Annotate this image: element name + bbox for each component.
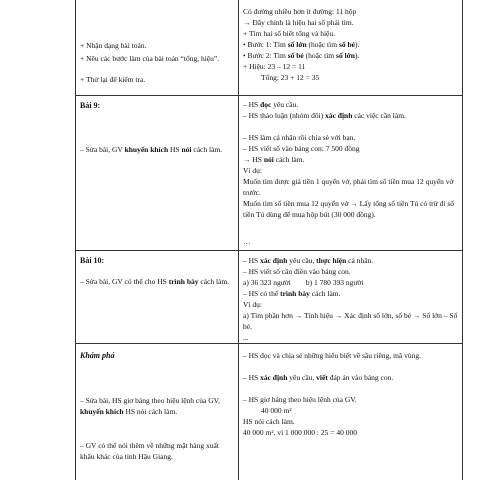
bai10-line: a) 36 323 người b) 1 780 393 người xyxy=(243,278,364,287)
row-divider-2 xyxy=(75,250,463,251)
bai9-line: Ví dụ: xyxy=(243,166,262,175)
right-line: • Bước 2: Tìm số bé (hoặc tìm số lớn). xyxy=(243,51,360,60)
column-divider xyxy=(238,0,239,480)
right-line: → Đây chính là hiệu hai số phải tìm. xyxy=(243,18,354,27)
bai9-line: Muốn tìm số tiền mua 12 quyển vở → Lấy tổng số tiền Tú có trừ đi số tiền Tú dùng để mua hộp bút (30 000 đồng). xyxy=(243,199,454,219)
bai9-line: – HS đọc yêu cầu. xyxy=(243,100,299,109)
right-line: + Hiệu: 23 – 12 = 11 xyxy=(243,62,306,71)
khampha-line: – HS đọc và chia sẻ những hiểu biết về sầu riêng, mã vùng. xyxy=(243,351,421,360)
khampha-line: HS nói cách làm. xyxy=(243,417,295,426)
khampha-line: 40 000 m², vì 1 000 000 : 25 = 40 000 xyxy=(243,428,357,437)
bai10-line: ... xyxy=(243,333,249,342)
row-divider-3 xyxy=(75,343,463,344)
bai9-line: → HS nói cách làm. xyxy=(243,155,305,164)
bai9-line: Muốn tìm được giá tiền 1 quyển vở, phải tìm số tiền mua 12 quyển vở trước. xyxy=(243,177,454,197)
bai9-line: … xyxy=(243,237,251,246)
bai10-title: Bài 10: xyxy=(80,256,105,265)
bai10-line: – HS có thể trình bày cách làm. xyxy=(243,289,341,298)
khampha-line: – HS giơ bảng theo hiệu lệnh của GV. xyxy=(243,395,357,404)
bai10-line: a) Tìm phần hơn → Tính hiệu → Xác định số lớn, số bé → Số lớn – Số bé. xyxy=(243,311,458,331)
left-item-1: + Nhận dạng bài toán. xyxy=(80,41,147,50)
bai10-line: – HS xác định yêu cầu, thực hiện cá nhân. xyxy=(243,256,374,265)
bai10-line: – HS viết số cần điền vào bảng con. xyxy=(243,267,351,276)
bai10-line: Ví dụ: xyxy=(243,300,262,309)
bai10-instruction: – Sửa bài, GV có thể cho HS trình bày cách làm. xyxy=(80,277,230,286)
bai9-line: – HS làm cá nhân rồi chia sẻ với bạn. xyxy=(243,133,356,142)
row-divider-1 xyxy=(75,95,463,96)
khampha-line: 40 000 m² xyxy=(261,406,292,415)
khampha-line: – HS xác định yêu cầu, viết đáp án vào bảng con. xyxy=(243,373,394,382)
khampha-instruction-2: – GV có thể nói thêm về những mặt hàng xuất khẩu khác của tỉnh Hậu Giang. xyxy=(80,441,219,461)
khampha-title: Khám phá xyxy=(80,351,115,360)
right-line: • Bước 1: Tìm số lớn (hoặc tìm số bé). xyxy=(243,40,360,49)
bai9-instruction: – Sửa bài, GV khuyến khích HS nói cách làm. xyxy=(80,145,223,154)
khampha-instruction-1: – Sửa bài, HS giơ bảng theo hiệu lệnh của GV, khuyến khích HS nói cách làm. xyxy=(80,396,220,416)
left-item-3: + Thử lại để kiểm tra. xyxy=(80,75,146,84)
bai9-title: Bài 9: xyxy=(80,101,101,110)
left-item-2: + Nêu các bước làm của bài toán “tổng, hiệu”. xyxy=(80,54,220,63)
right-line: Tổng: 23 + 12 = 35 xyxy=(261,73,320,82)
right-line: + Tìm hai số biết tổng và hiệu. xyxy=(243,29,335,38)
bai9-line: – HS thảo luận (nhóm đôi) xác định các việc cần làm. xyxy=(243,111,406,120)
right-line: Có đường nhiều hơn ít đường: 11 hộp xyxy=(243,7,357,16)
bai9-line: – HS viết số vào bảng con: 7 500 đồng xyxy=(243,144,360,153)
